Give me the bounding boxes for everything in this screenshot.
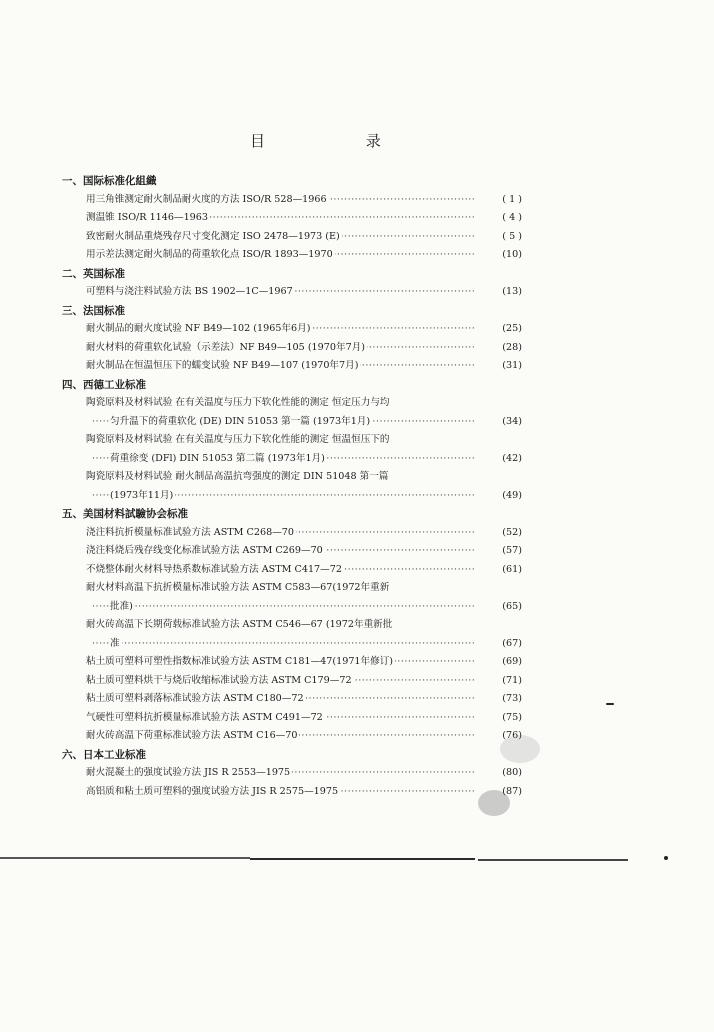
section-heading: 一、国际标准化組織 [62,175,157,187]
toc-entry[interactable] [62,672,522,691]
leader-dots [92,635,476,654]
toc-page-number: (87) [480,783,522,802]
page-title: 目 录 [250,132,429,150]
toc-page-number: (49) [480,487,522,506]
toc-entry[interactable] [62,764,522,783]
toc-entry-title: 耐火混凝土的强度试验方法 JIS R 2553—1975 [86,764,292,783]
section-heading: 六、日本工业标准 [62,748,146,761]
section-heading: 五、美国材料試驗协会标准 [62,508,188,520]
toc-entry[interactable] [62,690,522,709]
toc-entry[interactable] [62,635,522,654]
toc-entry-title: 匀升温下的荷重软化 (DE) DIN 51053 第一篇 (1973年1月) [110,413,372,432]
toc-entry[interactable] [62,191,522,210]
toc-page-number: (67) [480,635,522,654]
toc-entry[interactable] [62,339,522,358]
scan-smudge [478,790,510,816]
scan-line [250,858,475,860]
toc-entry-title: 耐火材料高温下抗折模量标准试验方法 ASTM C583—67(1972年重新 [86,579,391,598]
toc-page-number: (69) [480,653,522,672]
toc-entry[interactable] [62,413,522,432]
toc-page-number: (65) [480,598,522,617]
toc-entry[interactable] [62,283,522,302]
toc-entry-title: 浇注料抗折模量标准试验方法 ASTM C268—70 [86,524,296,543]
toc-entry[interactable] [62,783,522,802]
toc-entry-title: 粘土质可塑料烘干与烧后收缩标准试验方法 ASTM C179—72 [86,672,354,691]
toc-entry-title: 用三角锥测定耐火制品耐火度的方法 ISO/R 528—1966 [86,191,329,210]
toc-entry[interactable] [62,246,522,265]
toc-entry-title: 不烧整体耐火材料导热系数标准试验方法 ASTM C417—72 [86,561,344,580]
toc-entry[interactable] [62,357,522,376]
scan-line [0,857,250,859]
table-of-contents [62,172,522,801]
toc-page-number: (13) [480,283,522,302]
scan-smudge [500,735,540,763]
toc-entry[interactable] [62,727,522,746]
section-heading: 三、法国标准 [62,304,125,317]
toc-entry-title: 用示差法测定耐火制品的荷重软化点 ISO/R 1893—1970 [86,246,335,265]
toc-page-number: (52) [480,524,522,543]
toc-page-number: (42) [480,450,522,469]
toc-page-number: (61) [480,561,522,580]
toc-page-number: ( 4 ) [480,209,522,228]
toc-entry-title: 测温锥 ISO/R 1146—1963 [86,209,210,228]
toc-entry-title: 陶瓷原料及材料试验 在有关温度与压力下软化性能的测定 恒温恒压下的 [86,431,392,450]
toc-entry-title: 准 [110,635,122,654]
toc-entry[interactable] [62,598,522,617]
toc-page-number: ( 1 ) [480,191,522,210]
toc-entry-title: 陶瓷原料及材料试验 耐火制品高温抗弯强度的测定 DIN 51048 第一篇 [86,468,390,487]
toc-entry[interactable] [62,653,522,672]
toc-entry[interactable] [62,579,522,598]
toc-entry[interactable] [62,228,522,247]
toc-entry-title: 致密耐火制品重烧残存尺寸变化测定 ISO 2478—1973 (E) [86,228,342,247]
toc-page-number: (76) [480,727,522,746]
toc-entry-title: 荷重徐变 (DFl) DIN 51053 第二篇 (1973年1月) [110,450,327,469]
toc-entry-title: 批准) [110,598,135,617]
toc-entry-title: 陶瓷原料及材料试验 在有关温度与压力下软化性能的测定 恒定压力与均 [86,394,392,413]
toc-entry-title: 耐火砖高温下长期荷载标准试验方法 ASTM C546—67 (1972年重新批 [86,616,394,635]
toc-entry-title: (1973年11月) [110,487,175,506]
section-heading: 四、西德工业标准 [62,378,146,391]
toc-entry[interactable] [62,487,522,506]
toc-entry[interactable] [62,616,522,635]
toc-entry[interactable] [62,524,522,543]
toc-entry-title: 气硬性可塑料抗折模量标准试验方法 ASTM C491—72 [86,709,325,728]
toc-page-number: (73) [480,690,522,709]
toc-page-number: (80) [480,764,522,783]
toc-entry-title: 浇注料烧后残存线变化标准试验方法 ASTM C269—70 [86,542,325,561]
toc-entry[interactable] [62,709,522,728]
toc-entry-title: 粘土质可塑料剥落标准试验方法 ASTM C180—72 [86,690,306,709]
toc-entry-title: 高铝质和粘土质可塑料的强度试验方法 JIS R 2575—1975 [86,783,340,802]
scan-speck [664,856,668,860]
toc-entry-title: 耐火制品在恒温恒压下的蠕变试验 NF B49—107 (1970年7月) [86,357,360,376]
toc-page-number: (10) [480,246,522,265]
toc-entry-title: 粘土质可塑料可塑性指数标准试验方法 ASTM C181—47(1971年修订) [86,653,395,672]
toc-entry[interactable] [62,450,522,469]
toc-entry-title: 耐火制品的耐火度试验 NF B49—102 (1965年6月) [86,320,313,339]
toc-entry[interactable] [62,209,522,228]
toc-entry[interactable] [62,468,522,487]
toc-page-number: (57) [480,542,522,561]
toc-entry[interactable] [62,542,522,561]
toc-page-number: (25) [480,320,522,339]
toc-page-number: (75) [480,709,522,728]
toc-page-number: (71) [480,672,522,691]
leader-dots [92,598,476,617]
toc-page-number: ( 5 ) [480,228,522,247]
toc-entry-title: 可塑料与浇注料试验方法 BS 1902—1C—1967 [86,283,295,302]
toc-entry[interactable] [62,431,522,450]
toc-page-number: (31) [480,357,522,376]
toc-page-number: (34) [480,413,522,432]
section-heading: 二、英国标准 [62,267,125,280]
toc-entry-title: 耐火材料的荷重软化试验（示差法）NF B49—105 (1970年7月) [86,339,367,358]
toc-entry-title: 耐火砖高温下荷重标准试验方法 ASTM C16—70 [86,727,299,746]
toc-entry[interactable] [62,394,522,413]
toc-entry[interactable] [62,320,522,339]
scan-line [478,859,628,861]
toc-entry[interactable] [62,561,522,580]
scan-speck [606,703,614,705]
toc-page-number: (28) [480,339,522,358]
